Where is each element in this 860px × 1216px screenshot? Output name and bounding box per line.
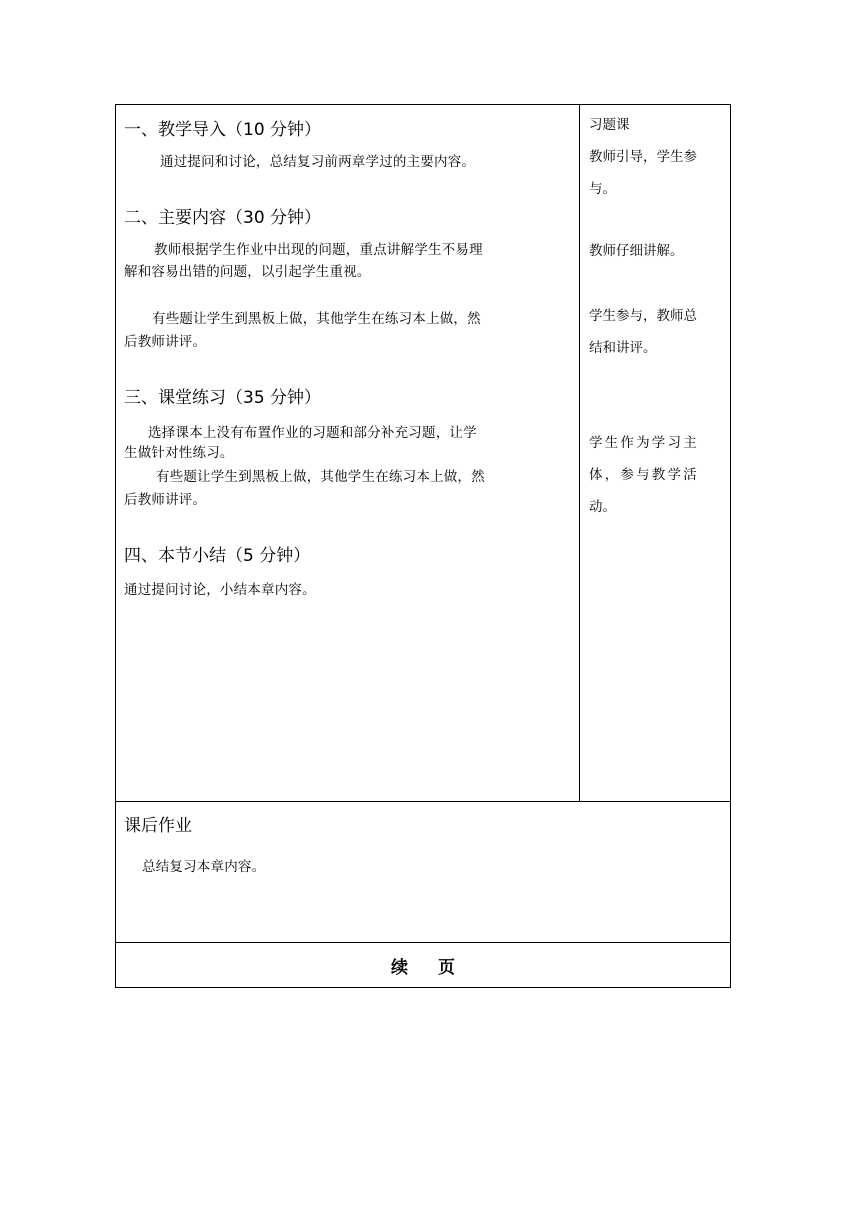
homework-title: 课后作业 [124,816,192,836]
side-note-5-line-2: 体，参与教学活 [589,467,699,483]
side-note-4-line-2: 结和讲评。 [589,340,657,356]
side-note-5-line-1: 学生作为学习主 [589,435,699,451]
section-3-title: 三、课堂练习（35 分钟） [124,388,322,408]
section-3-paragraph-1-line-2: 生做针对性练习。 [124,445,234,461]
section-3-paragraph-2-line-2: 后教师讲评。 [124,492,207,508]
side-note-3: 教师仔细讲解。 [589,243,684,259]
section-1-title: 一、教学导入（10 分钟） [124,120,322,140]
lesson-plan-table [115,104,731,988]
section-4-title: 四、本节小结（5 分钟） [124,546,311,566]
side-note-4-line-1: 学生参与，教师总 [589,308,697,324]
section-2-paragraph-2-line-2: 后教师讲评。 [124,334,207,350]
section-2-title: 二、主要内容（30 分钟） [124,208,322,228]
side-note-2-line-1: 教师引导，学生参 [589,149,697,165]
section-2-paragraph-1-line-1: 教师根据学生作业中出现的问题，重点讲解学生不易理 [154,242,483,258]
homework-body: 总结复习本章内容。 [142,859,266,875]
section-4-body: 通过提问讨论，小结本章内容。 [124,582,316,598]
section-3-paragraph-1-line-1: 选择课本上没有布置作业的习题和部分补充习题，让学 [148,425,477,441]
continued-label: 续页 [391,958,485,978]
column-divider [579,105,580,801]
row-divider [116,801,730,802]
section-1-body: 通过提问和讨论，总结复习前两章学过的主要内容。 [160,154,476,170]
side-note-1: 习题课 [589,117,630,133]
side-note-5-line-3: 动。 [589,499,616,515]
section-3-paragraph-2-line-1: 有些题让学生到黑板上做，其他学生在练习本上做，然 [156,469,485,485]
section-2-paragraph-2-line-1: 有些题让学生到黑板上做，其他学生在练习本上做，然 [152,311,481,327]
section-2-paragraph-1-line-2: 解和容易出错的问题，以引起学生重视。 [124,264,371,280]
side-note-2-line-2: 与。 [589,181,616,197]
